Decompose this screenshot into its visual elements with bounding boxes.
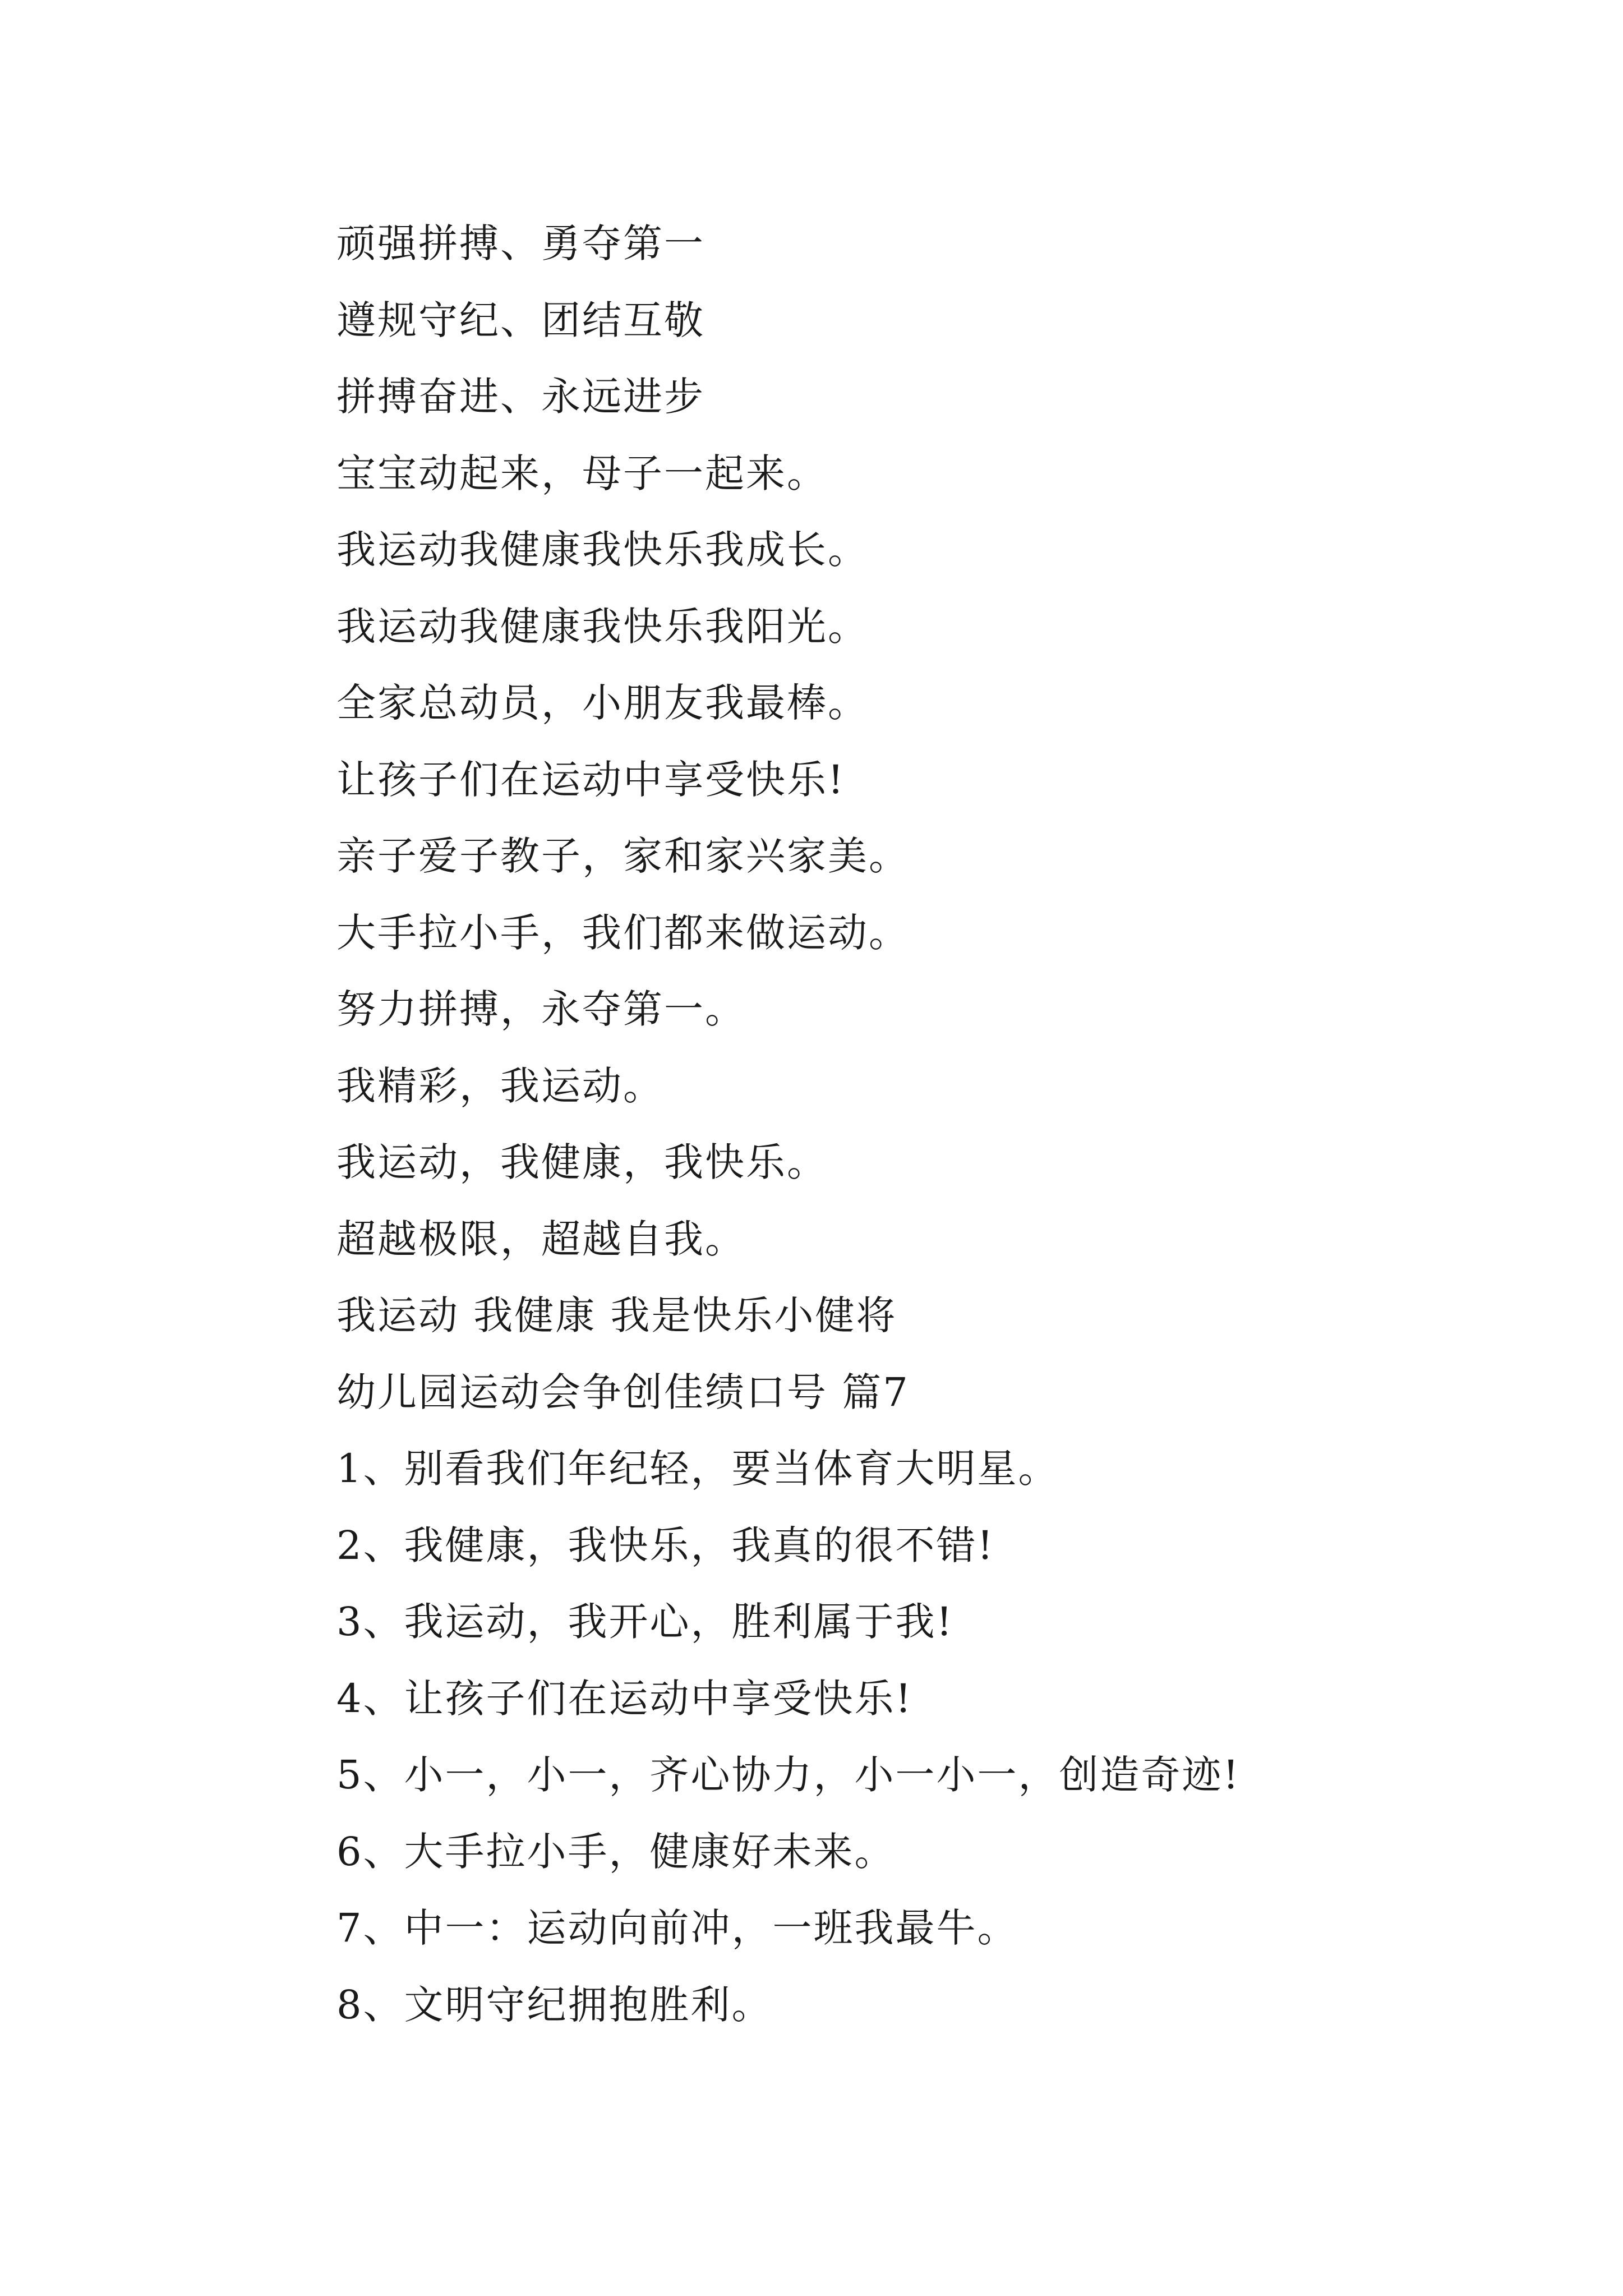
numbered-item: 5、小一，小一，齐心协力，小一小一，创造奇迹! bbox=[336, 1752, 1241, 1798]
numbered-item: 3、我运动，我开心，胜利属于我! bbox=[336, 1599, 954, 1645]
text-line: 全家总动员，小朋友我最棒。 bbox=[336, 680, 869, 726]
text-body bbox=[336, 205, 1514, 2043]
section-heading: 幼儿园运动会争创佳绩口号 篇7 bbox=[336, 1369, 910, 1415]
text-line: 大手拉小手，我们都来做运动。 bbox=[336, 909, 910, 956]
text-line: 遵规守纪、团结互敬 bbox=[336, 297, 705, 343]
text-line: 让孩子们在运动中享受快乐! bbox=[336, 756, 846, 803]
text-line: 我精彩，我运动。 bbox=[336, 1062, 664, 1109]
numbered-item: 7、中一：运动向前冲，一班我最牛。 bbox=[336, 1905, 1018, 1951]
numbered-item: 1、别看我们年纪轻，要当体育大明星。 bbox=[336, 1446, 1059, 1492]
text-line: 拼搏奋进、永远进步 bbox=[336, 374, 705, 420]
text-line: 我运动，我健康，我快乐。 bbox=[336, 1139, 828, 1185]
numbered-item: 8、文明守纪拥抱胜利。 bbox=[336, 1981, 773, 2028]
numbered-item: 2、我健康，我快乐，我真的很不错! bbox=[336, 1522, 995, 1568]
text-line: 我运动我健康我快乐我阳光。 bbox=[336, 603, 869, 650]
text-line: 我运动我健康我快乐我成长。 bbox=[336, 527, 869, 573]
text-line: 宝宝动起来，母子一起来。 bbox=[336, 450, 828, 496]
numbered-item: 6、大手拉小手，健康好未来。 bbox=[336, 1828, 896, 1875]
text-line: 超越极限，超越自我。 bbox=[336, 1216, 746, 1262]
text-line: 努力拼搏，永夺第一。 bbox=[336, 986, 746, 1032]
text-line: 顽强拼搏、勇夺第一 bbox=[336, 220, 705, 266]
text-line: 我运动 我健康 我是快乐小健将 bbox=[336, 1292, 897, 1338]
numbered-item: 4、让孩子们在运动中享受快乐! bbox=[336, 1675, 913, 1722]
text-line: 亲子爱子教子，家和家兴家美。 bbox=[336, 833, 910, 879]
